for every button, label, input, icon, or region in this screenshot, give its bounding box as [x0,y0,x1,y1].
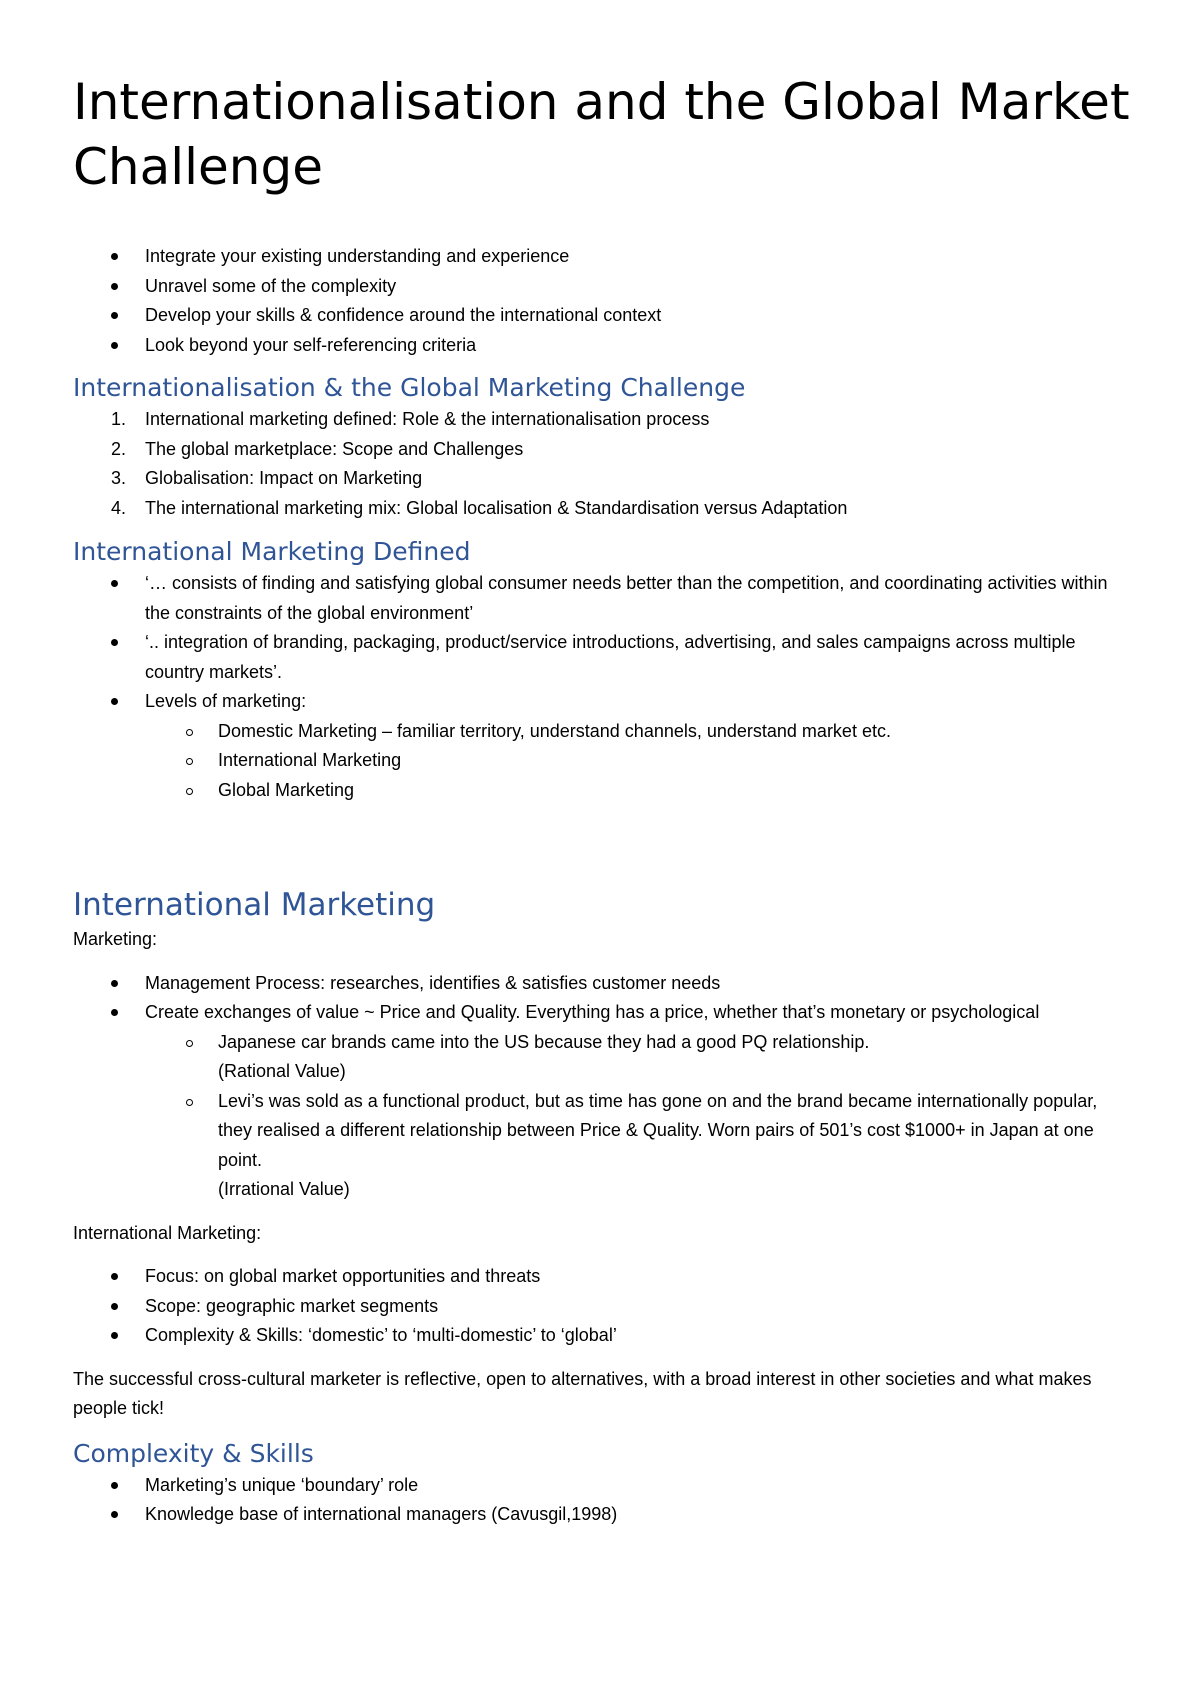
list-item: Marketing’s unique ‘boundary’ role [73,1471,1133,1501]
list-item: Integrate your existing understanding and experience [73,242,1133,272]
numbered-list [73,405,1133,523]
list-item: Management Process: researches, identifies & satisfies customer needs [73,969,1133,999]
example-text: Japanese car brands came into the US because they had a good PQ relationship. [218,1031,870,1052]
list-item: International Marketing [73,746,1133,776]
intro-bullet-list [73,242,1133,360]
list-item-text: The global marketplace: Scope and Challenges [145,438,524,459]
levels-sub-list [73,717,1133,806]
list-item [73,435,1133,465]
list-item: Develop your skills & confidence around the international context [73,301,1133,331]
section-heading-challenge: Internationalisation & the Global Marketing Challenge [73,373,746,402]
list-number: 4. [111,497,127,518]
list-item [73,405,1133,435]
list-item: Levels of marketing: [73,687,1133,717]
closing-paragraph: The successful cross-cultural marketer is reflective, open to alternatives, with a broad interest in other societies and what makes people tick! [73,1368,1092,1418]
list-item-text: The international marketing mix: Global localisation & Standardisation versus Adaptation [145,497,848,518]
list-item: Knowledge base of international managers (Cavusgil,1998) [73,1500,1133,1530]
marketing-bullet-list [73,969,1133,1028]
list-item: Global Marketing [73,776,1133,806]
document-title: Internationalisation and the Global Market Challenge [73,73,1130,196]
examples-sub-list [73,1028,1133,1205]
list-item [73,1087,1133,1205]
list-number: 1. [111,409,127,429]
list-item: ‘.. integration of branding, packaging, product/service introductions, advertising, and sales campaigns across multiple country markets’. [73,628,1133,687]
example-note: (Irrational Value) [218,1179,350,1199]
list-item [73,494,1133,524]
marketing-label: Marketing: [73,929,158,949]
list-item: Scope: geographic market segments [73,1292,1133,1322]
example-text: Levi’s was sold as a functional product, but as time has gone on and the brand became internationally popular, they realised a different relationship between Price & Quality. Worn pairs of 501’s cost $1000+ in Japan at one point. [218,1090,1098,1170]
list-item-text: Globalisation: Impact on Marketing [145,468,423,488]
definition-bullet-list [73,569,1133,717]
international-marketing-label: International Marketing: [73,1222,262,1243]
list-item: Focus: on global market opportunities and threats [73,1262,1133,1292]
section-heading-international-marketing: International Marketing [73,887,436,923]
list-number: 3. [111,468,127,488]
list-item-text: International marketing defined: Role & the internationalisation process [145,409,710,429]
complexity-bullet-list [73,1471,1133,1530]
section-heading-defined: International Marketing Defined [73,537,471,566]
list-item: ‘… consists of finding and satisfying global consumer needs better than the competition, and coordinating activities within the constraints of the global environment’ [73,569,1133,628]
list-item: Complexity & Skills: ‘domestic’ to ‘multi-domestic’ to ‘global’ [73,1321,1133,1351]
international-bullet-list [73,1262,1133,1351]
list-item: Create exchanges of value ~ Price and Quality. Everything has a price, whether that’s monetary or psychological [73,998,1133,1028]
document-page [73,70,1133,1530]
list-item: Unravel some of the complexity [73,272,1133,302]
list-number: 2. [111,438,127,459]
list-item: Domestic Marketing – familiar territory, understand channels, understand market etc. [73,717,1133,747]
example-note: (Rational Value) [218,1061,346,1081]
list-item [73,464,1133,494]
list-item: Look beyond your self-referencing criteria [73,331,1133,361]
section-heading-complexity: Complexity & Skills [73,1438,314,1468]
list-item [73,1028,1133,1087]
